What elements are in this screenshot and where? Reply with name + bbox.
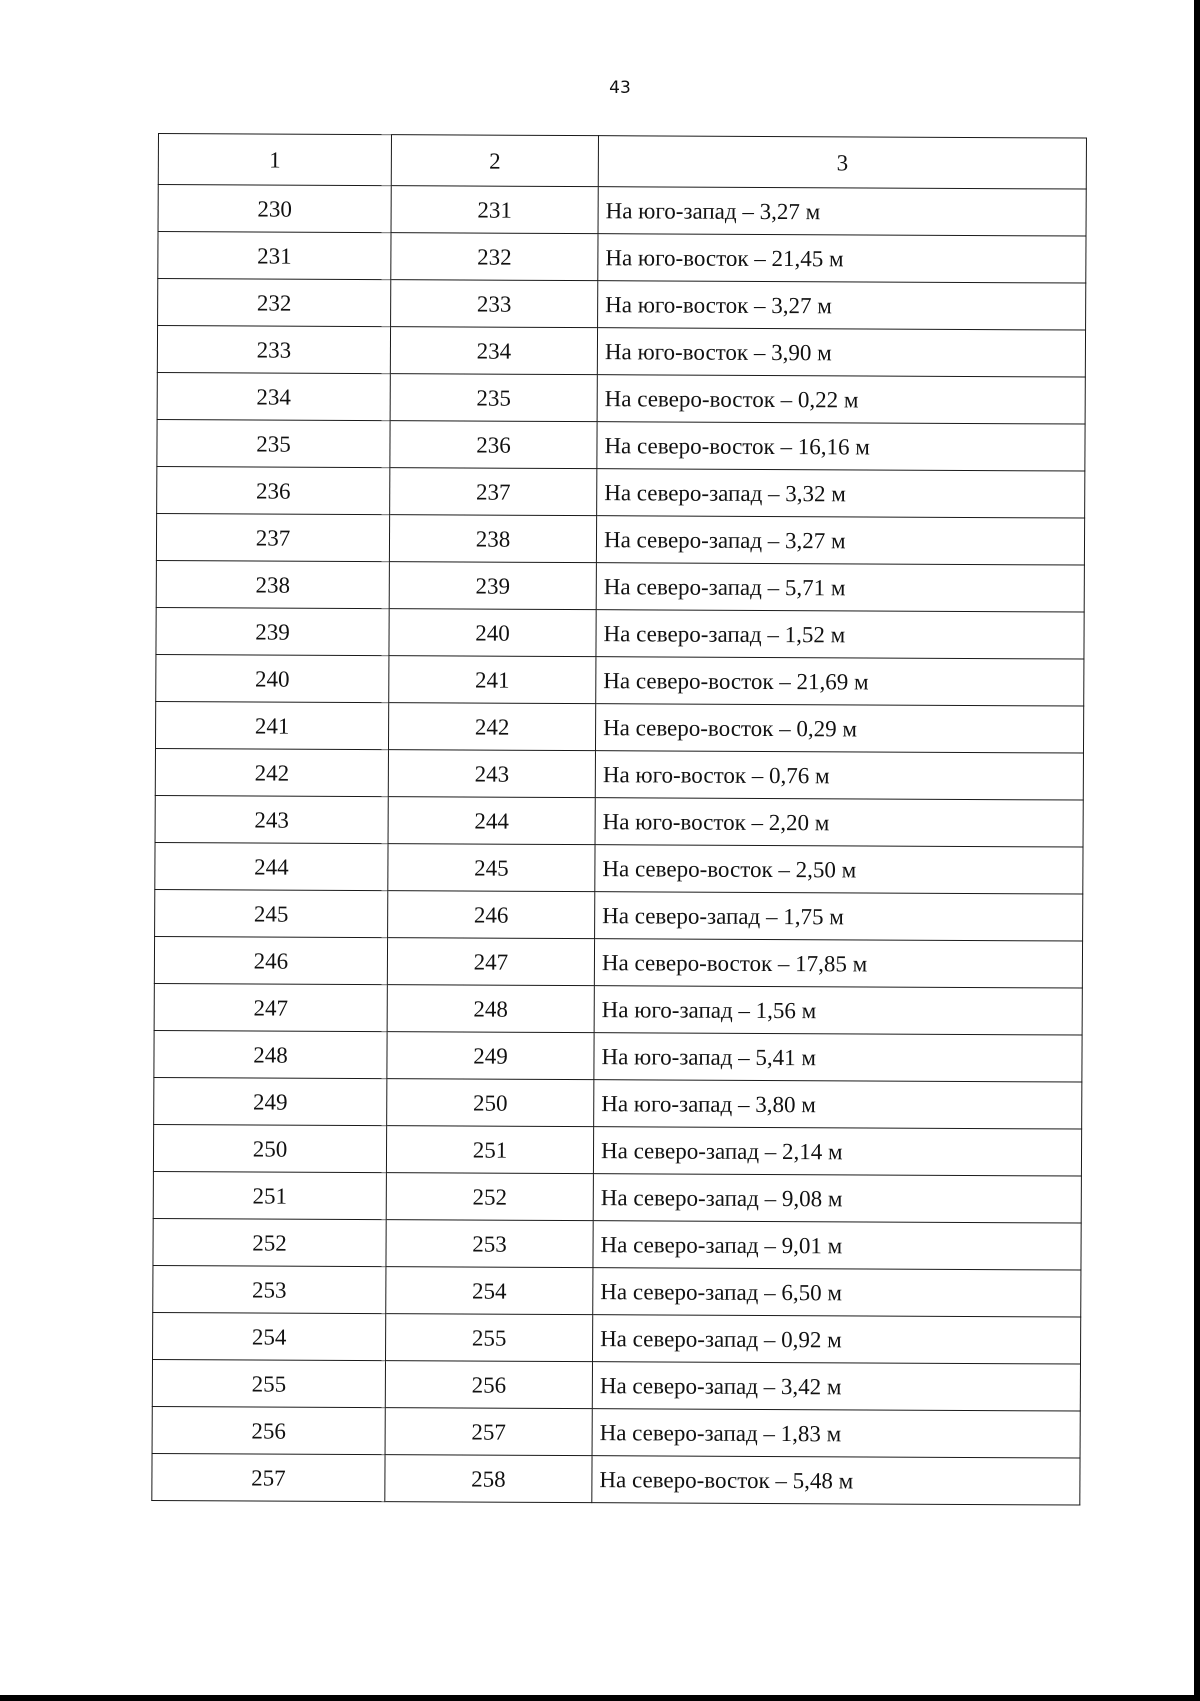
- point-to-cell: 233: [391, 280, 598, 328]
- point-from-cell: 254: [153, 1312, 386, 1360]
- table-row: [157, 372, 1085, 424]
- page-number: 43: [609, 78, 631, 98]
- direction-cell: На юго-восток – 2,20 м: [595, 798, 1083, 847]
- table-row: [156, 654, 1084, 706]
- table-row: [154, 983, 1082, 1035]
- table-row: [152, 1406, 1080, 1458]
- point-to-cell: 240: [389, 609, 596, 657]
- direction-cell: На северо-запад – 1,52 м: [596, 610, 1084, 659]
- direction-cell: На северо-запад – 0,92 м: [593, 1315, 1081, 1364]
- point-from-cell: 245: [155, 889, 388, 937]
- table-row: [153, 1265, 1081, 1317]
- table-row: [156, 560, 1084, 612]
- point-from-cell: 233: [157, 326, 390, 374]
- point-to-cell: 257: [385, 1408, 592, 1456]
- point-to-cell: 256: [385, 1361, 592, 1409]
- point-from-cell: 242: [155, 748, 388, 796]
- point-from-cell: 238: [156, 560, 389, 608]
- point-to-cell: 235: [390, 374, 597, 422]
- point-from-cell: 248: [154, 1030, 387, 1078]
- direction-cell: На юго-запад – 3,27 м: [598, 187, 1086, 236]
- point-to-cell: 243: [388, 750, 595, 798]
- point-to-cell: 238: [389, 515, 596, 563]
- direction-cell: На северо-запад – 3,42 м: [592, 1362, 1080, 1411]
- point-from-cell: 246: [154, 936, 387, 984]
- point-to-cell: 258: [385, 1455, 592, 1503]
- direction-cell: На юго-восток – 0,76 м: [595, 751, 1083, 800]
- direction-cell: На северо-запад – 2,14 м: [593, 1127, 1081, 1176]
- point-to-cell: 247: [387, 938, 594, 986]
- direction-cell: На северо-восток – 16,16 м: [597, 422, 1085, 471]
- table-body: [152, 185, 1086, 1506]
- direction-cell: На юго-запад – 1,56 м: [594, 986, 1082, 1035]
- table-row: [157, 326, 1085, 378]
- direction-cell: На северо-восток – 0,29 м: [595, 704, 1083, 753]
- point-to-cell: 237: [390, 468, 597, 516]
- point-from-cell: 255: [152, 1359, 385, 1407]
- table-row: [153, 1312, 1081, 1364]
- table-row: [157, 466, 1085, 518]
- point-to-cell: 252: [386, 1173, 593, 1221]
- table-row: [156, 607, 1084, 659]
- direction-cell: На северо-восток – 17,85 м: [594, 939, 1082, 988]
- direction-cell: На юго-восток – 3,27 м: [598, 281, 1086, 330]
- table-row: [155, 795, 1083, 847]
- table-row: [158, 185, 1086, 237]
- column-header-3: 3: [598, 136, 1086, 189]
- point-from-cell: 256: [152, 1406, 385, 1454]
- direction-cell: На северо-восток – 0,22 м: [597, 375, 1085, 424]
- point-from-cell: 243: [155, 795, 388, 843]
- table-row: [155, 748, 1083, 800]
- point-from-cell: 250: [153, 1124, 386, 1172]
- table-header-row: [158, 134, 1086, 190]
- direction-cell: На юго-запад – 5,41 м: [594, 1033, 1082, 1082]
- point-from-cell: 244: [155, 842, 388, 890]
- table-row: [154, 1077, 1082, 1129]
- point-from-cell: 251: [153, 1171, 386, 1219]
- point-to-cell: 245: [388, 844, 595, 892]
- point-from-cell: 235: [157, 419, 390, 467]
- point-to-cell: 231: [391, 186, 598, 234]
- table-row: [154, 1030, 1082, 1082]
- direction-cell: На северо-запад – 5,71 м: [596, 563, 1084, 612]
- direction-cell: На северо-запад – 1,75 м: [595, 892, 1083, 941]
- point-to-cell: 234: [390, 327, 597, 375]
- point-to-cell: 242: [388, 703, 595, 751]
- direction-cell: На северо-запад – 9,01 м: [593, 1221, 1081, 1270]
- column-header-2: 2: [391, 135, 598, 187]
- table-row: [157, 419, 1085, 471]
- table-row: [152, 1359, 1080, 1411]
- point-to-cell: 255: [386, 1314, 593, 1362]
- point-to-cell: 249: [387, 1032, 594, 1080]
- direction-cell: На северо-запад – 9,08 м: [593, 1174, 1081, 1223]
- point-from-cell: 241: [155, 701, 388, 749]
- table-row: [154, 936, 1082, 988]
- table-row: [153, 1171, 1081, 1223]
- point-to-cell: 239: [389, 562, 596, 610]
- point-to-cell: 244: [388, 797, 595, 845]
- point-to-cell: 241: [389, 656, 596, 704]
- direction-cell: На юго-восток – 3,90 м: [597, 328, 1085, 377]
- direction-cell: На северо-восток – 2,50 м: [595, 845, 1083, 894]
- table-row: [155, 701, 1083, 753]
- point-from-cell: 231: [158, 232, 391, 280]
- point-to-cell: 246: [388, 891, 595, 939]
- direction-cell: На северо-запад – 1,83 м: [592, 1409, 1080, 1458]
- point-from-cell: 239: [156, 607, 389, 655]
- table-row: [158, 279, 1086, 331]
- point-to-cell: 236: [390, 421, 597, 469]
- point-to-cell: 248: [387, 985, 594, 1033]
- point-from-cell: 237: [156, 513, 389, 561]
- direction-cell: На юго-запад – 3,80 м: [594, 1080, 1082, 1129]
- point-to-cell: 251: [386, 1126, 593, 1174]
- point-from-cell: 230: [158, 185, 391, 233]
- point-to-cell: 253: [386, 1220, 593, 1268]
- point-from-cell: 249: [154, 1077, 387, 1125]
- point-to-cell: 250: [387, 1079, 594, 1127]
- direction-cell: На северо-запад – 3,32 м: [597, 469, 1085, 518]
- point-from-cell: 247: [154, 983, 387, 1031]
- boundary-table: [151, 133, 1087, 1506]
- table-row: [153, 1218, 1081, 1270]
- point-from-cell: 240: [156, 654, 389, 702]
- point-from-cell: 232: [158, 279, 391, 327]
- point-from-cell: 236: [157, 466, 390, 514]
- point-from-cell: 253: [153, 1265, 386, 1313]
- direction-cell: На северо-восток – 21,69 м: [596, 657, 1084, 706]
- table-row: [153, 1124, 1081, 1176]
- direction-cell: На северо-запад – 3,27 м: [596, 516, 1084, 565]
- table-row: [155, 842, 1083, 894]
- column-header-1: 1: [158, 134, 391, 186]
- point-from-cell: 252: [153, 1218, 386, 1266]
- direction-cell: На северо-восток – 5,48 м: [592, 1456, 1080, 1505]
- point-to-cell: 232: [391, 233, 598, 281]
- point-from-cell: 234: [157, 372, 390, 420]
- point-to-cell: 254: [386, 1267, 593, 1315]
- table-row: [156, 513, 1084, 565]
- point-from-cell: 257: [152, 1453, 385, 1501]
- table-row: [158, 232, 1086, 284]
- direction-cell: На северо-запад – 6,50 м: [593, 1268, 1081, 1317]
- direction-cell: На юго-восток – 21,45 м: [598, 234, 1086, 283]
- table-row: [152, 1453, 1080, 1505]
- table-row: [155, 889, 1083, 941]
